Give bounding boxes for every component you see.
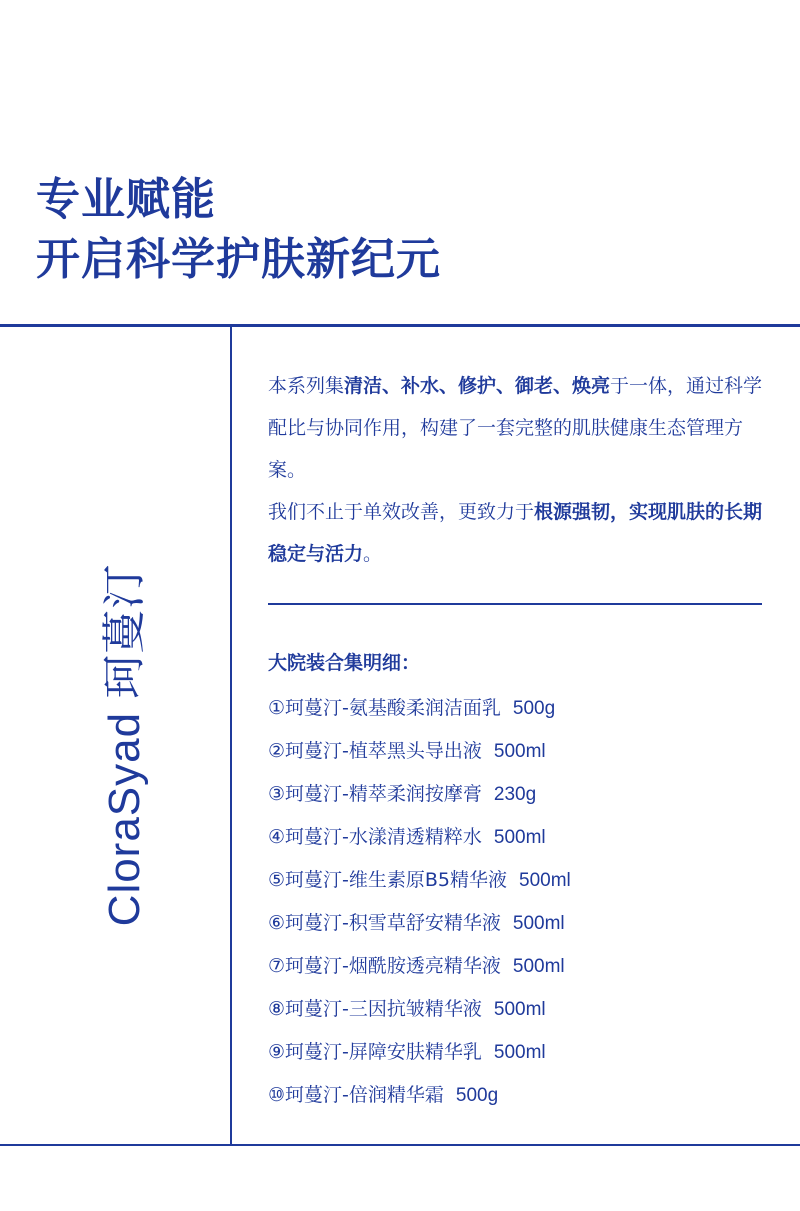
- product-list-title: 大院装合集明细：: [268, 652, 421, 674]
- list-item: ⑨珂蔓汀-屏障安肤精华乳 500ml: [268, 1041, 546, 1063]
- list-item: ②珂蔓汀-植萃黑头导出液 500ml: [268, 740, 546, 762]
- list-item: ④珂蔓汀-水漾清透精粹水 500ml: [268, 826, 546, 848]
- vertical-divider: [230, 327, 232, 1145]
- list-item: ①珂蔓汀-氨基酸柔润洁面乳 500g: [268, 697, 556, 719]
- list-item: ⑤珂蔓汀-维生素原B5精华液 500ml: [268, 869, 571, 891]
- top-divider: [0, 324, 800, 327]
- list-item: ⑩珂蔓汀-倍润精华霜 500g: [268, 1084, 499, 1106]
- brand-vertical-label: CloraSyad 珂蔓汀: [100, 563, 149, 927]
- headline-line-1: 专业赋能: [36, 174, 216, 225]
- product-list: [268, 687, 571, 1117]
- bottom-divider: [0, 1144, 800, 1146]
- list-item: ⑦珂蔓汀-烟酰胺透亮精华液 500ml: [268, 955, 565, 977]
- intro-text: [268, 365, 768, 575]
- section-divider: [268, 603, 762, 605]
- headline-line-2: 开启科学护肤新纪元: [36, 234, 441, 285]
- list-item: ⑥珂蔓汀-积雪草舒安精华液 500ml: [268, 912, 565, 934]
- intro-paragraph-2: 我们不止于单效改善，更致力于根源强韧，实现肌肤的长期稳定与活力。: [268, 501, 763, 565]
- page-headline: [36, 170, 441, 290]
- list-item: ③珂蔓汀-精萃柔润按摩膏 230g: [268, 783, 537, 805]
- list-item: ⑧珂蔓汀-三因抗皱精华液 500ml: [268, 998, 546, 1020]
- intro-paragraph-1: 本系列集清洁、补水、修护、御老、焕亮于一体，通过科学配比与协同作用，构建了一套完整的肌肤健康生态管理方案。: [268, 375, 763, 481]
